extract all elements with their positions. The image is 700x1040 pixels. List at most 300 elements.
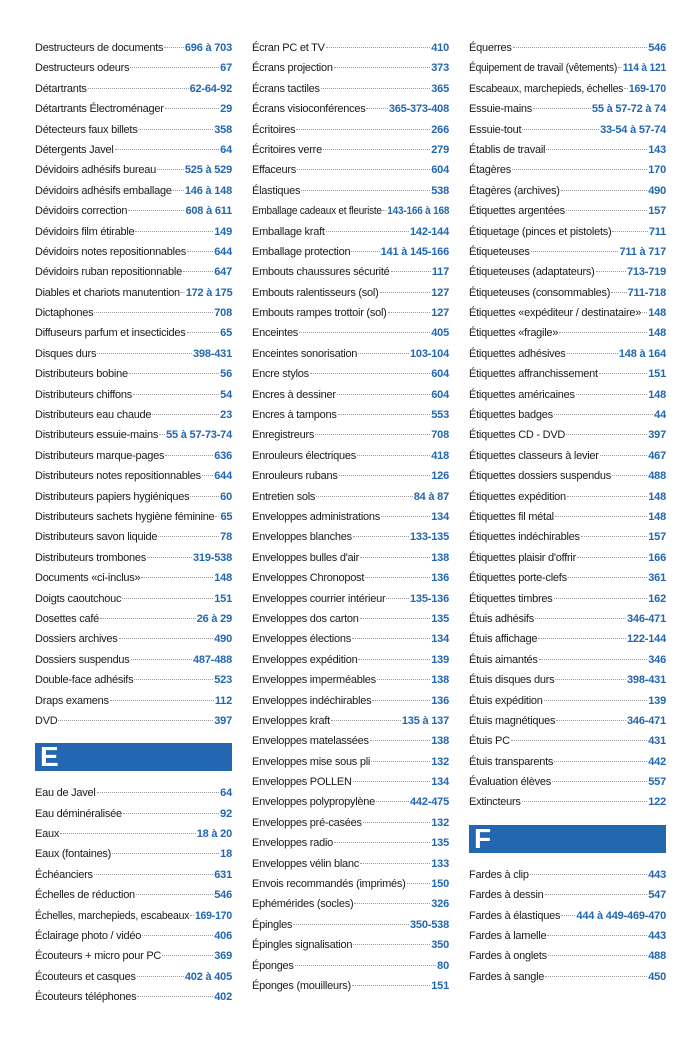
dot-leader	[353, 780, 431, 782]
index-entry	[252, 813, 449, 833]
entry-term: Enveloppes POLLEN	[252, 776, 352, 789]
entry-page-reference: 711 à 717	[619, 245, 666, 258]
dot-leader	[334, 841, 430, 843]
dot-leader	[334, 66, 430, 68]
dot-leader	[134, 678, 213, 680]
dot-leader	[159, 433, 165, 435]
entry-term: Enveloppes courrier intérieur	[252, 592, 386, 605]
entry-page-reference: 142-144	[410, 225, 449, 238]
entry-term: Doigts caoutchouc	[35, 592, 122, 605]
entry-term: Enveloppes bulles d'air	[252, 551, 360, 564]
entry-term: Étiquettes «fragile»	[469, 327, 559, 340]
entry-term: Double-face adhésifs	[35, 674, 134, 687]
entry-page-reference: 138	[431, 674, 449, 687]
entry-page-reference: 444 à 449-469-470	[576, 909, 666, 922]
index-entry	[469, 181, 666, 201]
entry-page-reference: 143	[648, 143, 666, 156]
index-entry	[35, 967, 232, 987]
entry-term: Enveloppes indéchirables	[252, 694, 372, 707]
index-entry	[469, 405, 666, 425]
dot-leader	[546, 148, 647, 150]
entry-term: Établis de travail	[469, 143, 546, 156]
entry-page-reference: 431	[648, 735, 666, 748]
entry-page-reference: 169-170	[628, 82, 666, 95]
entry-term: Draps examens	[35, 694, 109, 707]
index-entry	[35, 629, 232, 649]
entry-term: Étiquettes fil métal	[469, 510, 554, 523]
entry-term: Échelles, marchepieds, escabeaux	[35, 909, 190, 922]
index-entry	[469, 650, 666, 670]
dot-leader	[555, 515, 647, 517]
entry-term: Fardes à élastiques	[469, 909, 561, 922]
dot-leader	[611, 291, 626, 293]
dot-leader	[323, 148, 430, 150]
entry-page-reference: 117	[431, 266, 449, 279]
entry-page-reference: 148 à 164	[618, 347, 666, 360]
dot-leader	[142, 934, 213, 936]
entry-page-reference: 139	[431, 653, 449, 666]
dot-leader	[187, 331, 220, 333]
entry-term: Fardes à clip	[469, 868, 529, 881]
entry-page-reference: 18	[220, 848, 232, 861]
dot-leader	[152, 413, 219, 415]
entry-page-reference: 557	[648, 776, 666, 789]
index-entry	[35, 364, 232, 384]
entry-term: Enrouleurs rubans	[252, 470, 338, 483]
entry-page-reference: 157	[648, 205, 666, 218]
entry-term: Eaux (fontaines)	[35, 848, 112, 861]
dot-leader	[60, 832, 196, 834]
dot-leader	[115, 148, 220, 150]
entry-term: Fardes à sangle	[469, 970, 545, 983]
dot-leader	[612, 230, 647, 232]
index-entry	[469, 926, 666, 946]
index-entry	[252, 956, 449, 976]
entry-page-reference: 146 à 148	[184, 184, 232, 197]
entry-page-reference: 150	[431, 878, 449, 891]
entry-term: Distributeurs sachets hygiène féminine	[35, 510, 215, 523]
dot-leader	[365, 576, 430, 578]
index-entry	[469, 385, 666, 405]
dot-leader	[131, 658, 192, 660]
dot-leader	[138, 128, 213, 130]
dot-leader	[561, 914, 575, 916]
index-entry	[252, 405, 449, 425]
entry-term: Étiqueteuses	[469, 245, 530, 258]
dot-leader	[128, 209, 184, 211]
dot-leader	[581, 535, 647, 537]
entry-page-reference: 132	[431, 816, 449, 829]
dot-leader	[554, 413, 653, 415]
index-entry	[252, 58, 449, 78]
index-entry	[252, 691, 449, 711]
index-entry	[35, 946, 232, 966]
dot-leader	[137, 995, 213, 997]
dot-leader	[618, 66, 622, 68]
entry-term: Disques durs	[35, 347, 97, 360]
dot-leader	[358, 658, 430, 660]
dot-leader	[568, 576, 647, 578]
entry-term: Étiquettes indéchirables	[469, 531, 580, 544]
entry-page-reference: 350	[431, 939, 449, 952]
index-entry	[469, 527, 666, 547]
index-entry	[469, 691, 666, 711]
entry-term: Dictaphones	[35, 307, 94, 320]
index-entry	[252, 772, 449, 792]
index-entry	[35, 201, 232, 221]
index-entry	[35, 691, 232, 711]
dot-leader	[511, 739, 647, 741]
index-column-2	[252, 38, 449, 996]
dot-leader	[187, 250, 213, 252]
entry-term: Eau de Javel	[35, 787, 96, 800]
index-entry	[35, 120, 232, 140]
entry-term: Entretien sols	[252, 490, 316, 503]
entry-term: Envois recommandés (imprimés)	[252, 878, 406, 891]
entry-page-reference: 346	[648, 653, 666, 666]
entry-term: Étiquettes expédition	[469, 490, 566, 503]
index-entry	[35, 568, 232, 588]
dot-leader	[552, 780, 647, 782]
dot-leader	[123, 812, 219, 814]
dot-leader	[164, 46, 184, 48]
dot-leader	[371, 760, 430, 762]
index-entry	[469, 865, 666, 885]
entry-term: Étuis transparents	[469, 755, 554, 768]
entry-term: Enveloppes expédition	[252, 653, 358, 666]
entry-term: Étiquettes CD - DVD	[469, 429, 566, 442]
entry-page-reference: 398-431	[627, 674, 666, 687]
entry-term: Étiquettes américaines	[469, 388, 575, 401]
entry-term: Étiquettes affranchissement	[469, 368, 598, 381]
entry-page-reference: 44	[654, 409, 666, 422]
entry-term: Étiquettes timbres	[469, 592, 553, 605]
entry-term: Écritoires verre	[252, 143, 322, 156]
index-entry	[35, 844, 232, 864]
index-entry	[252, 344, 449, 364]
index-entry	[252, 262, 449, 282]
dot-leader	[360, 617, 431, 619]
entry-page-reference: 67	[220, 62, 232, 75]
entry-page-reference: 711	[648, 225, 666, 238]
dot-leader	[372, 699, 430, 701]
entry-page-reference: 365-373-408	[388, 103, 449, 116]
entry-term: Enveloppes mise sous pli	[252, 755, 371, 768]
dot-leader	[310, 372, 430, 374]
entry-term: Écrans tactiles	[252, 82, 320, 95]
entry-page-reference: 373	[431, 62, 449, 75]
index-entry	[252, 242, 449, 262]
index-entry	[252, 38, 449, 58]
index-entry	[469, 967, 666, 987]
entry-page-reference: 636	[214, 449, 232, 462]
index-entry	[35, 425, 232, 445]
entry-term: Étiquettes adhésives	[469, 347, 566, 360]
dot-leader	[566, 433, 647, 435]
entry-page-reference: 127	[431, 286, 449, 299]
entry-term: Enveloppes administrations	[252, 510, 381, 523]
entry-page-reference: 365	[431, 82, 449, 95]
entry-page-reference: 443	[648, 930, 666, 943]
index-entry	[252, 629, 449, 649]
entry-term: Diables et chariots manutention	[35, 286, 180, 299]
entry-term: Étuis expédition	[469, 694, 543, 707]
entry-term: Étagères (archives)	[469, 184, 560, 197]
entry-page-reference: 103-104	[410, 347, 449, 360]
entry-term: Destructeurs odeurs	[35, 62, 130, 75]
entry-term: Étiquettes badges	[469, 409, 553, 422]
dot-leader	[360, 862, 430, 864]
index-entry	[252, 222, 449, 242]
index-entry	[35, 650, 232, 670]
entry-page-reference: 65	[220, 327, 232, 340]
dot-leader	[545, 975, 647, 977]
index-entry	[252, 425, 449, 445]
dot-leader	[158, 535, 219, 537]
index-entry	[469, 487, 666, 507]
letter-section-header	[469, 822, 666, 854]
index-entry	[35, 466, 232, 486]
index-entry	[35, 824, 232, 844]
entry-page-reference: 23	[220, 409, 232, 422]
entry-term: Étiquettes classeurs à levier	[469, 449, 599, 462]
entry-term: Eau déminéralisée	[35, 807, 122, 820]
index-entry	[469, 792, 666, 812]
index-entry	[252, 976, 449, 996]
entry-page-reference: 266	[431, 123, 449, 136]
entry-page-reference: 148	[648, 388, 666, 401]
entry-term: Diffuseurs parfum et insecticides	[35, 327, 186, 340]
index-entry	[252, 670, 449, 690]
dot-leader	[190, 914, 194, 916]
dot-leader	[136, 893, 213, 895]
entry-page-reference: 151	[214, 592, 232, 605]
entry-term: Escabeaux, marchepieds, échelles	[469, 82, 624, 95]
entry-page-reference: 149	[214, 225, 232, 238]
dot-leader	[339, 474, 431, 476]
entry-page-reference: 64	[220, 787, 232, 800]
dot-leader	[97, 352, 192, 354]
index-entry	[35, 38, 232, 58]
index-entry	[469, 731, 666, 751]
entry-page-reference: 326	[431, 898, 449, 911]
dot-leader	[351, 250, 379, 252]
entry-term: Enveloppes polypropylène	[252, 796, 376, 809]
entry-page-reference: 488	[648, 950, 666, 963]
entry-page-reference: 418	[431, 449, 449, 462]
entry-term: Détecteurs faux billets	[35, 123, 138, 136]
index-entry	[469, 425, 666, 445]
entry-page-reference: 708	[431, 429, 449, 442]
index-entry	[469, 609, 666, 629]
dot-leader	[181, 291, 185, 293]
dot-leader	[513, 46, 648, 48]
dot-leader	[357, 454, 430, 456]
index-entry	[252, 160, 449, 180]
dot-leader	[554, 597, 648, 599]
dot-leader	[295, 964, 436, 966]
entry-page-reference: 604	[431, 388, 449, 401]
entry-page-reference: 56	[220, 368, 232, 381]
entry-page-reference: 143-166 à 168	[387, 205, 450, 218]
entry-page-reference: 55 à 57-72 à 74	[591, 103, 666, 116]
entry-page-reference: 26 à 29	[196, 612, 232, 625]
dot-leader	[112, 852, 219, 854]
entry-term: Distributeurs marque-pages	[35, 449, 165, 462]
entry-page-reference: 78	[220, 531, 232, 544]
entry-term: Enveloppes élections	[252, 633, 351, 646]
entry-term: Enveloppes kraft	[252, 714, 330, 727]
dot-leader	[556, 719, 626, 721]
dot-leader	[383, 209, 387, 211]
entry-page-reference: 350-538	[410, 918, 449, 931]
dot-leader	[388, 311, 431, 313]
entry-term: Extincteurs	[469, 796, 521, 809]
entry-term: Fardes à dessin	[469, 889, 544, 902]
dot-leader	[315, 433, 430, 435]
index-entry	[469, 589, 666, 609]
entry-term: Étuis PC	[469, 735, 510, 748]
entry-page-reference: 169-170	[194, 909, 232, 922]
dot-leader	[183, 270, 213, 272]
entry-term: Distributeurs eau chaude	[35, 409, 152, 422]
entry-term: Dossiers archives	[35, 633, 118, 646]
dot-leader	[512, 168, 647, 170]
index-entry	[35, 609, 232, 629]
entry-term: Enveloppes pré-casées	[252, 816, 362, 829]
index-entry	[35, 589, 232, 609]
entry-page-reference: 402	[214, 991, 232, 1004]
dot-leader	[547, 934, 647, 936]
entry-term: Dosettes café	[35, 612, 100, 625]
dot-leader	[157, 168, 184, 170]
entry-term: Ephémérides (socles)	[252, 898, 354, 911]
index-entry	[252, 752, 449, 772]
index-entry	[469, 711, 666, 731]
entry-page-reference: 148	[648, 307, 666, 320]
index-entry	[252, 935, 449, 955]
entry-page-reference: 18 à 20	[196, 828, 232, 841]
entry-term: Encre stylos	[252, 368, 309, 381]
index-column-1	[35, 38, 232, 1008]
dot-leader	[296, 128, 430, 130]
dot-leader	[352, 637, 430, 639]
entry-term: Étuis affichage	[469, 633, 538, 646]
index-entry	[469, 364, 666, 384]
entry-term: Étiqueteuses (adaptateurs)	[469, 266, 595, 279]
dot-leader	[535, 617, 626, 619]
dot-leader	[567, 495, 647, 497]
entry-term: Étuis aimantés	[469, 653, 538, 666]
entry-page-reference: 122	[648, 796, 666, 809]
dot-leader	[97, 791, 220, 793]
index-entry	[252, 731, 449, 751]
index-entry	[35, 222, 232, 242]
entry-term: Équerres	[469, 42, 512, 54]
index-entry	[35, 242, 232, 262]
index-entry	[252, 201, 449, 221]
entry-page-reference: 172 à 175	[185, 286, 233, 299]
dot-leader	[522, 128, 599, 130]
index-entry	[252, 507, 449, 527]
dot-leader	[360, 556, 430, 558]
index-entry	[469, 344, 666, 364]
entry-term: Distributeurs papiers hygiéniques	[35, 490, 190, 503]
entry-page-reference: 84 à 87	[413, 490, 449, 503]
entry-page-reference: 406	[214, 930, 232, 943]
index-entry	[469, 885, 666, 905]
section-letter: F	[474, 822, 492, 854]
entry-term: Enveloppes vélin blanc	[252, 857, 360, 870]
entry-term: Détartrants	[35, 82, 87, 95]
dot-leader	[377, 678, 430, 680]
entry-page-reference: 136	[431, 694, 449, 707]
entry-page-reference: 135 à 137	[401, 714, 449, 727]
entry-page-reference: 126	[431, 470, 449, 483]
index-entry	[35, 140, 232, 160]
index-entry	[252, 303, 449, 323]
dot-leader	[135, 230, 213, 232]
entry-term: Écrans projection	[252, 62, 333, 75]
dot-leader	[544, 699, 648, 701]
entry-page-reference: 405	[431, 327, 449, 340]
entry-term: Essuie-mains	[469, 103, 533, 116]
entry-page-reference: 644	[214, 245, 232, 258]
index-entry	[469, 283, 666, 303]
entry-term: Étiquetage (pinces et pistolets)	[469, 225, 612, 238]
dot-leader	[215, 515, 219, 517]
entry-term: Essuie-tout	[469, 123, 522, 136]
index-entry	[252, 79, 449, 99]
entry-page-reference: 132	[431, 755, 449, 768]
entry-term: Enceintes sonorisation	[252, 347, 358, 360]
dot-leader	[363, 821, 431, 823]
index-entry	[35, 783, 232, 803]
dot-leader	[370, 739, 430, 741]
entry-page-reference: 141 à 145-166	[380, 245, 449, 258]
entry-page-reference: 402 à 405	[184, 970, 232, 983]
index-entry	[35, 262, 232, 282]
index-entry	[469, 120, 666, 140]
entry-term: Enveloppes imperméables	[252, 674, 376, 687]
dot-leader	[358, 352, 409, 354]
dot-leader	[165, 107, 220, 109]
index-entry	[35, 99, 232, 119]
dot-leader	[338, 413, 431, 415]
entry-term: Fardes à onglets	[469, 950, 547, 963]
entry-page-reference: 647	[214, 266, 232, 279]
entry-page-reference: 546	[648, 42, 666, 54]
entry-term: Enveloppes dos carton	[252, 612, 359, 625]
index-entry	[35, 487, 232, 507]
entry-page-reference: 487-488	[193, 653, 232, 666]
index-entry	[469, 303, 666, 323]
index-entry	[252, 589, 449, 609]
index-entry	[252, 792, 449, 812]
dot-leader	[642, 311, 647, 313]
index-entry	[252, 711, 449, 731]
dot-leader	[596, 270, 626, 272]
entry-page-reference: 65	[220, 510, 233, 523]
dot-leader	[577, 556, 647, 558]
entry-page-reference: 64	[220, 143, 232, 156]
entry-page-reference: 29	[220, 103, 232, 116]
index-entry	[252, 466, 449, 486]
entry-page-reference: 134	[431, 776, 449, 789]
index-entry	[469, 262, 666, 282]
entry-term: Encres à tampons	[252, 409, 337, 422]
entry-page-reference: 279	[431, 143, 449, 156]
